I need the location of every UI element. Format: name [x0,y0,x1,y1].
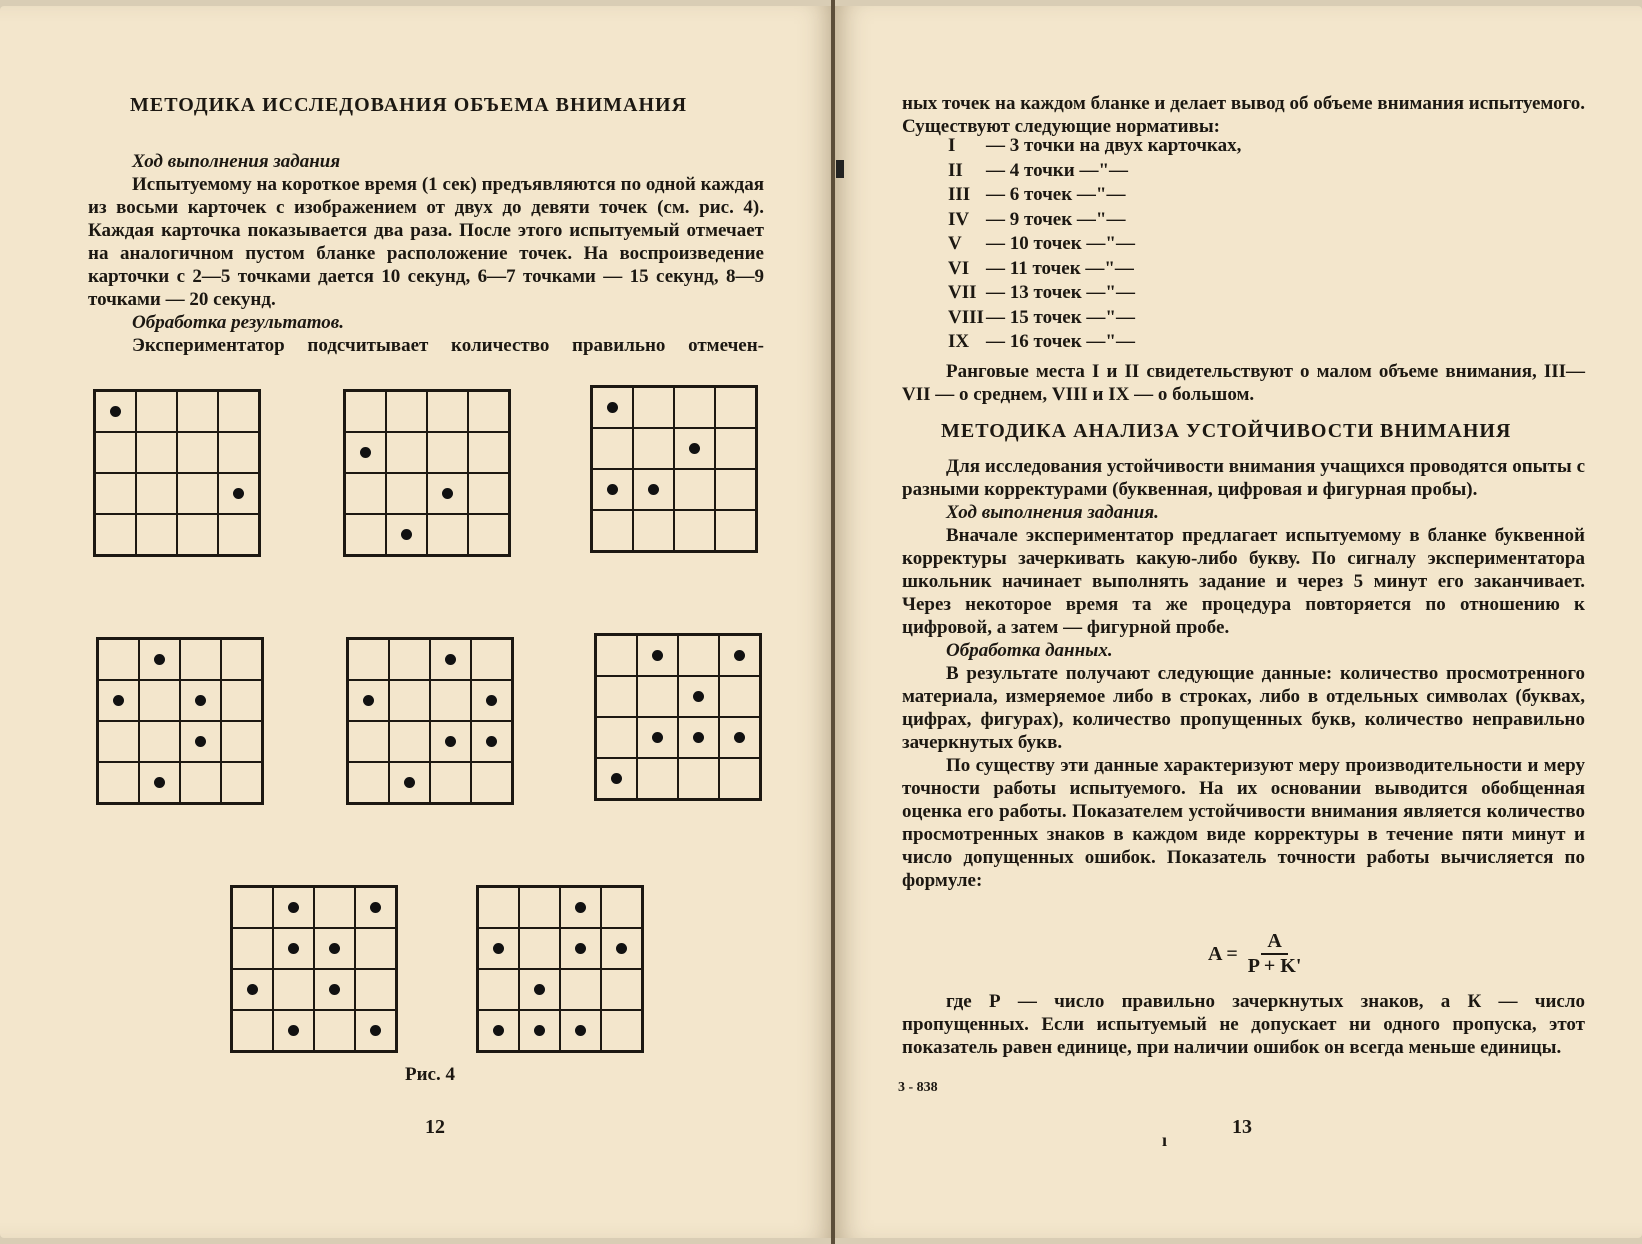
card-cell [177,514,218,555]
norm-rank: III [948,184,971,205]
figure-caption: Рис. 4 [405,1064,455,1085]
card-cell-dot [386,514,427,555]
card-cell-dot [427,473,468,514]
card-cell-dot [592,469,633,510]
card-cell-dot [519,969,560,1010]
card-cell [715,510,756,551]
card-cell [221,639,262,680]
norm-row [948,330,1241,355]
card-cell-dot [348,680,389,721]
card-cell-dot [560,887,601,928]
card-cell [98,762,139,803]
card-cell-dot [719,635,760,676]
card-cell-dot [678,717,719,758]
card-cell [232,928,273,969]
card-cell-dot [471,721,512,762]
card-cell-dot [592,387,633,428]
norm-row [948,208,1241,233]
card-cell [719,758,760,799]
card-cell [678,758,719,799]
card-cell-dot [601,928,642,969]
card-cell-dot [95,391,136,432]
card-cell [345,473,386,514]
card-cell [389,680,430,721]
printer-signature: 3 - 838 [898,1080,938,1095]
card-cell-dot [180,680,221,721]
card-cell-dot [389,762,430,803]
page-mark [836,160,844,178]
right-paragraph-formula-vars: где Р — число правильно зачеркнутых знаков, а К — число пропущенных. Если испытуемый не допускает ни одного пропуска, этот показатель равен единице, при наличии ошибок он всегда меньше единицы. [902,991,1585,1058]
card-cell [221,721,262,762]
pen-mark: ı [1162,1130,1168,1150]
norm-value: — 6 точек —"— [986,184,1126,205]
right-page-number: 13 [1232,1116,1252,1138]
card-cell [427,514,468,555]
norm-row [948,134,1241,159]
card-cell [221,762,262,803]
card-cell-dot [314,969,355,1010]
norm-rank: I [948,135,956,156]
card-cell [98,721,139,762]
dot-card-7 [230,885,398,1053]
left-subheading-results: Обработка результатов. [132,312,344,333]
card-cell [471,639,512,680]
formula-lhs: A = [1208,942,1238,965]
card-cell [180,639,221,680]
card-cell [633,428,674,469]
card-cell [468,473,509,514]
card-cell [633,387,674,428]
card-cell [478,887,519,928]
left-paragraph-procedure: Испытуемому на короткое время (1 сек) предъявляются по одной каждая из восьми карточек с изображением от двух до девяти точек (см. рис. 4). Каждая карточка показывается два раза. После этого испытуемый отмечает на аналогичном пустом бланке расположение точек. На воспроизведение карточки с 2—5 точками дается 10 секунд, 6—7 точками — 15 секунд, 8—9 точками — 20 секунд. [88,174,764,310]
norm-rank: II [948,159,963,181]
right-paragraph-data: В результате получают следующие данные: количество просмотренного материала, измеряемое либо в строках, либо в отдельных символах (буквах, цифрах, фигурах), количество пропущенных букв, количество неправильно зачеркнутых букв. [902,663,1585,753]
norm-value: — 11 точек —"— [986,257,1134,279]
card-cell-dot [355,887,396,928]
right-paragraph-norms-intro: ных точек на каждом бланке и делает вывод об объеме внимания испытуемого. Существуют следующие нормативы: [902,93,1585,137]
card-cell-dot [314,928,355,969]
card-cell [674,387,715,428]
card-cell [314,1010,355,1051]
card-cell [232,1010,273,1051]
card-cell-dot [430,721,471,762]
card-cell-dot [98,680,139,721]
card-cell [314,887,355,928]
card-cell-dot [345,432,386,473]
card-cell-dot [478,1010,519,1051]
card-cell [218,432,259,473]
card-cell [218,514,259,555]
card-cell [519,887,560,928]
card-cell [478,969,519,1010]
card-cell [221,680,262,721]
card-cell-dot [633,469,674,510]
card-cell [427,432,468,473]
card-cell [139,721,180,762]
card-cell-dot [674,428,715,469]
card-cell-dot [637,717,678,758]
card-cell [348,639,389,680]
card-cell [674,510,715,551]
card-cell [389,721,430,762]
card-cell [136,514,177,555]
card-cell [386,391,427,432]
card-cell-dot [430,639,471,680]
card-cell-dot [273,887,314,928]
card-cell [674,469,715,510]
right-text-block [902,455,1585,892]
card-cell [596,635,637,676]
card-cell-dot [355,1010,396,1051]
card-cell [430,680,471,721]
left-subheading-procedure: Ход выполнения задания [132,151,341,172]
card-cell-dot [560,1010,601,1051]
card-cell [95,514,136,555]
left-text-block [88,150,764,357]
card-cell [139,680,180,721]
formula-numerator: A [1261,930,1287,955]
card-cell [715,469,756,510]
card-cell-dot [678,676,719,717]
card-cell-dot [273,928,314,969]
norm-rank: VII [948,282,977,303]
card-cell-dot [273,1010,314,1051]
card-cell-dot [139,639,180,680]
card-cell [136,473,177,514]
dot-card-5 [346,637,514,805]
dot-card-2 [343,389,511,557]
card-cell [232,887,273,928]
left-paragraph-results: Экспериментатор подсчитывает количество правильно отмечен- [132,335,764,356]
card-cell-dot [719,717,760,758]
card-cell [273,969,314,1010]
dot-card-1 [93,389,261,557]
card-cell [519,928,560,969]
norm-row [948,257,1241,282]
norm-row [948,159,1241,184]
card-cell-dot [478,928,519,969]
card-cell [218,391,259,432]
card-cell [95,432,136,473]
card-cell [719,676,760,717]
card-cell [715,387,756,428]
norm-value: — 13 точек —"— [986,282,1135,303]
card-cell [678,635,719,676]
right-intro [902,92,1585,138]
norm-value: — 15 точек —"— [986,306,1135,328]
card-cell [560,969,601,1010]
dot-card-3 [590,385,758,553]
card-cell [348,762,389,803]
card-cell-dot [560,928,601,969]
accuracy-formula [1208,930,1301,978]
card-cell-dot [637,635,678,676]
norm-row [948,306,1241,331]
left-page-number: 12 [425,1116,445,1138]
card-cell [601,969,642,1010]
card-cell [177,473,218,514]
card-cell [180,762,221,803]
card-cell [592,510,633,551]
right-ranks-block [902,360,1585,406]
card-cell [98,639,139,680]
card-cell [596,717,637,758]
norm-row [948,232,1241,257]
card-cell [348,721,389,762]
norm-value: — 16 точек —"— [986,331,1135,352]
card-cell [637,758,678,799]
card-cell-dot [180,721,221,762]
right-paragraph-procedure: Вначале экспериментатор предлагает испытуемому в бланке буквенной корректуры зачеркивать какую-либо букву. По сигналу экспериментатора школьник начинает выполнять задание и через 5 минут его заканчивает. Через некоторое время та же процедура повторяется по отношению к цифровой, а затем — фигурной пробе. [902,525,1585,638]
right-paragraph-intro: Для исследования устойчивости внимания учащихся проводятся опыты с разными корректурами (буквенная, цифровая и фигурная пробы). [902,456,1585,500]
right-page-title: МЕТОДИКА АНАЛИЗА УСТОЙЧИВОСТИ ВНИМАНИЯ [941,420,1512,442]
card-cell [596,676,637,717]
norm-rank: VI [948,257,970,279]
card-cell [136,432,177,473]
right-paragraph-measures: По существу эти данные характеризуют меру производительности и меру точности работы испытуемого. На их основании выводится обобщенная оценка его работы. Показателем устойчивости внимания является количество просмотренных знаков в каждом виде корректуры в течение пяти минут и число допущенных ошибок. Показатель точности работы вычисляется по формуле: [902,755,1585,891]
norm-rank: IV [948,208,970,230]
norm-rank: V [948,233,962,254]
card-cell [345,391,386,432]
card-cell [637,676,678,717]
norm-value: — 3 точки на двух карточках, [986,135,1242,156]
norm-rank: VIII [948,306,984,328]
card-cell [95,473,136,514]
card-cell [389,639,430,680]
dot-card-4 [96,637,264,805]
card-cell [355,969,396,1010]
card-cell [386,473,427,514]
card-cell [430,762,471,803]
card-cell [471,762,512,803]
card-cell-dot [471,680,512,721]
norm-rank: IX [948,331,970,352]
card-cell [633,510,674,551]
right-formula-explanation [902,990,1585,1059]
right-subheading-processing: Обработка данных. [946,640,1113,661]
book-gutter [831,0,835,1244]
dot-card-6 [594,633,762,801]
card-cell [136,391,177,432]
card-cell [468,391,509,432]
norm-value: — 4 точки —"— [986,159,1128,181]
card-cell [601,1010,642,1051]
card-cell [592,428,633,469]
right-paragraph-ranks: Ранговые места I и II свидетельствуют о малом объеме внимания, III—VII — о среднем, VIII и IX — о большом. [902,361,1585,405]
norm-value: — 10 точек —"— [986,233,1135,254]
card-cell [355,928,396,969]
card-cell-dot [218,473,259,514]
card-cell [177,391,218,432]
left-page-title: МЕТОДИКА ИССЛЕДОВАНИЯ ОБЪЕМА ВНИМАНИЯ [130,94,688,116]
card-cell [715,428,756,469]
card-cell [468,514,509,555]
card-cell [345,514,386,555]
norm-value: — 9 точек —"— [986,208,1126,230]
right-subheading-procedure: Ход выполнения задания. [946,502,1159,523]
card-cell [427,391,468,432]
formula-fraction [1248,930,1302,978]
card-cell [601,887,642,928]
card-cell-dot [232,969,273,1010]
card-cell [468,432,509,473]
card-cell-dot [596,758,637,799]
norm-row [948,183,1241,208]
dot-card-8 [476,885,644,1053]
card-cell-dot [519,1010,560,1051]
norms-list [948,134,1241,355]
norm-row [948,281,1241,306]
formula-denominator: P + K' [1247,955,1302,977]
card-cell [386,432,427,473]
card-cell [177,432,218,473]
card-cell-dot [139,762,180,803]
